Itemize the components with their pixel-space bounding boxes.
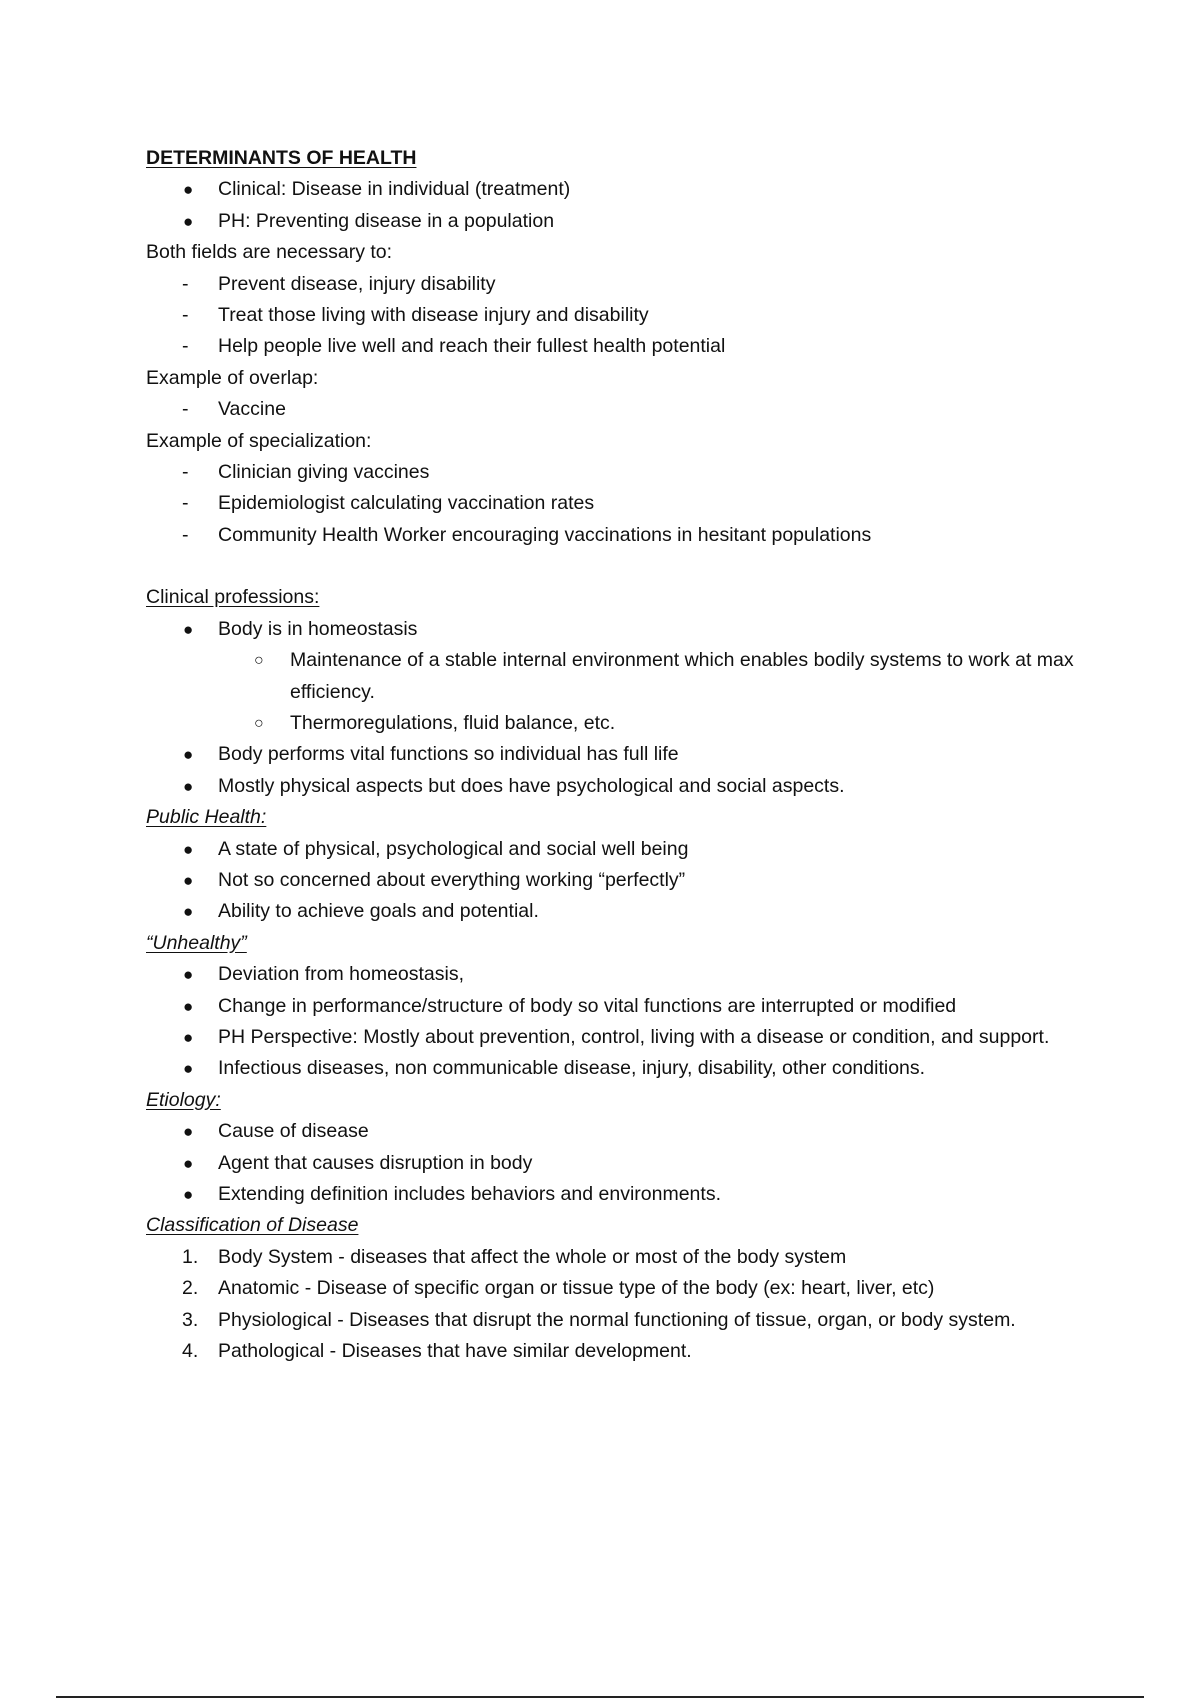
list-item: ● PH: Preventing disease in a population [146, 206, 1086, 237]
list-item: - Vaccine [146, 394, 1086, 425]
numbered-item: 4. Pathological - Diseases that have similar development. [146, 1336, 1086, 1367]
bullet-icon: ● [183, 619, 194, 639]
spacer [146, 551, 1086, 582]
list-item: - Epidemiologist calculating vaccination rates [146, 488, 1086, 519]
hollow-bullet-icon: ○ [254, 714, 264, 732]
list-item: - Clinician giving vaccines [146, 457, 1086, 488]
list-item: ● Extending definition includes behaviors and environments. [146, 1179, 1086, 1210]
list-item: ● Ability to achieve goals and potential. [146, 896, 1086, 927]
bullet-icon: ● [183, 1122, 194, 1142]
paragraph: Example of overlap: [146, 366, 319, 389]
bullet-icon: ● [183, 1185, 194, 1204]
list-item: ● Clinical: Disease in individual (treatment) [146, 174, 1086, 205]
bullet-icon: ● [183, 996, 194, 1016]
list-item: ● Body is in homeostasis [146, 614, 1086, 645]
dash-icon: - [182, 335, 189, 358]
paragraph: Example of specialization: [146, 429, 372, 452]
dash-icon: - [182, 461, 189, 484]
bullet-icon: ● [183, 1153, 194, 1173]
list-item: - Help people live well and reach their fullest health potential [146, 331, 1086, 362]
paragraph: Both fields are necessary to: [146, 241, 393, 264]
sub-list-item: ○ Thermoregulations, fluid balance, etc. [146, 708, 1086, 739]
bullet-icon: ● [183, 745, 194, 765]
page-title: DETERMINANTS OF HEALTH [146, 147, 417, 169]
list-item: ● Cause of disease [146, 1116, 1086, 1147]
bullet-icon: ● [183, 1027, 194, 1047]
list-number: 2. [182, 1277, 199, 1300]
list-number: 4. [182, 1340, 199, 1363]
hollow-bullet-icon: ○ [254, 652, 264, 670]
dash-icon: - [182, 492, 189, 515]
bullet-icon: ● [183, 1059, 194, 1079]
numbered-item: 2. Anatomic - Disease of specific organ or tissue type of the body (ex: heart, liver, etc) [146, 1273, 1086, 1304]
list-item: - Treat those living with disease injury and disability [146, 300, 1086, 331]
list-item: ● Mostly physical aspects but does have psychological and social aspects. [146, 771, 1086, 802]
document-page [146, 143, 1086, 1367]
list-item: ● Infectious diseases, non communicable disease, injury, disability, other conditions. [146, 1053, 1086, 1084]
page-divider [56, 1696, 1144, 1698]
section-heading: Public Health: [146, 806, 267, 829]
section-heading: Classification of Disease [146, 1214, 359, 1237]
numbered-item: 1. Body System - diseases that affect the whole or most of the body system [146, 1242, 1086, 1273]
list-item: - Community Health Worker encouraging vaccinations in hesitant populations [146, 520, 1086, 551]
list-item: ● Body performs vital functions so individual has full life [146, 739, 1086, 770]
bullet-icon: ● [183, 211, 194, 231]
bullet-icon: ● [183, 180, 194, 200]
bullet-icon: ● [183, 870, 194, 890]
list-item: ● Deviation from homeostasis, [146, 959, 1086, 990]
list-item: ● Change in performance/structure of body so vital functions are interrupted or modified [146, 991, 1086, 1022]
dash-icon: - [182, 304, 189, 327]
bullet-icon: ● [183, 839, 194, 859]
numbered-item: 3. Physiological - Diseases that disrupt the normal functioning of tissue, organ, or body system. [146, 1305, 1086, 1336]
section-heading: Clinical professions: [146, 586, 320, 609]
list-number: 3. [182, 1308, 199, 1331]
section-heading: “Unhealthy” [146, 931, 247, 954]
list-number: 1. [182, 1245, 199, 1268]
dash-icon: - [182, 523, 189, 546]
bullet-icon: ● [183, 776, 194, 796]
list-item: ● Not so concerned about everything working “perfectly” [146, 865, 1086, 896]
section-heading: Etiology: [146, 1088, 221, 1111]
dash-icon: - [182, 272, 189, 295]
list-item: - Prevent disease, injury disability [146, 269, 1086, 300]
list-item: ● A state of physical, psychological and social well being [146, 834, 1086, 865]
bullet-icon: ● [183, 965, 194, 985]
list-item: ● PH Perspective: Mostly about prevention, control, living with a disease or condition, and support. [146, 1022, 1086, 1053]
sub-list-item: ○ Maintenance of a stable internal environment which enables bodily systems to work at max efficiency. [146, 645, 1086, 708]
dash-icon: - [182, 398, 189, 421]
list-item: ● Agent that causes disruption in body [146, 1148, 1086, 1179]
bullet-icon: ● [183, 902, 194, 922]
